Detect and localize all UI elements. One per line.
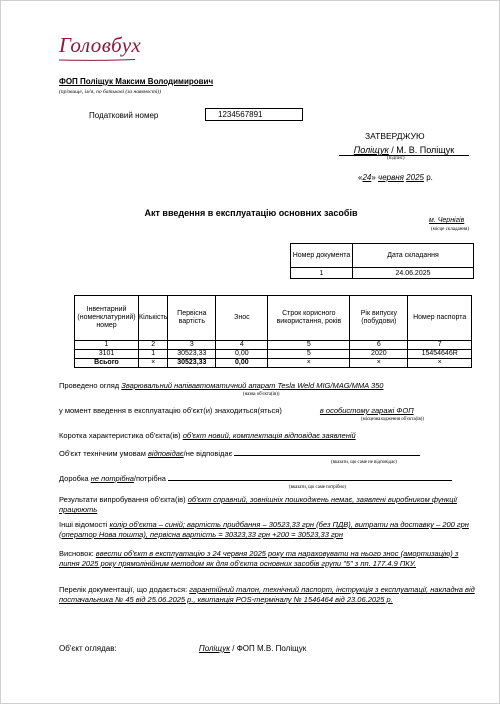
- rework-value: не потрібна: [90, 474, 134, 483]
- location-label: у момент введення в експлуатацію об'єкт(и) знаходиться(яться): [59, 406, 282, 415]
- asset-header-inventory: Інвентарний (номенклатурний) номер: [75, 296, 139, 341]
- company-logo: Головбух: [59, 33, 142, 57]
- approval-date: [358, 173, 433, 182]
- asset-data-cell: 5: [268, 350, 350, 359]
- date-quote-close: »: [371, 173, 376, 182]
- technical-conditions-line: [59, 449, 479, 459]
- conclusion-line: [59, 549, 479, 569]
- asset-data-cell: 0,00: [216, 350, 268, 359]
- other-info-label: Інші відомості: [59, 520, 108, 529]
- logo-underline-icon: [59, 59, 135, 61]
- asset-header-useful-life: Строк корисного використання, років: [268, 296, 350, 341]
- asset-total-cell: 30523,33: [168, 359, 216, 368]
- doc-number-header: Номер документа: [291, 244, 353, 268]
- doc-number-cell: 1: [291, 268, 353, 279]
- asset-total-cell: ×: [408, 359, 472, 368]
- short-characteristic-line: [59, 431, 479, 441]
- technical-conditions-value: відповідає: [147, 449, 184, 458]
- short-characteristic-label: Коротка характеристика об'єкта(ів): [59, 431, 181, 440]
- inspection-hint: (назва об'єкта(ів)): [243, 392, 280, 397]
- asset-header-passport: Номер паспорта: [408, 296, 472, 341]
- doc-date-header: Дата складання: [353, 244, 474, 268]
- approval-signature-name: Поліщук: [353, 145, 389, 155]
- asset-header-quantity: Кількість: [139, 296, 168, 341]
- inspector-signature-row: [59, 644, 306, 653]
- document-place-hint: (місце складання): [431, 227, 470, 232]
- asset-index-cell: 1: [75, 341, 139, 350]
- asset-index-cell: 2: [139, 341, 168, 350]
- rework-rest: /потрібна: [133, 474, 166, 483]
- inspection-line: [59, 381, 459, 391]
- conclusion-label: Висновок:: [59, 549, 94, 558]
- asset-index-cell: 4: [216, 341, 268, 350]
- asset-index-cell: 3: [168, 341, 216, 350]
- date-day: 24: [362, 173, 372, 182]
- tax-number-field: 1234567891: [205, 108, 303, 121]
- location-value: в особистому гаражі ФОП: [319, 406, 414, 415]
- doc-date-cell: 24.06.2025: [353, 268, 474, 279]
- date-quote-open: «: [358, 173, 363, 182]
- asset-data-cell: 2020: [350, 350, 408, 359]
- asset-total-cell: ×: [268, 359, 350, 368]
- asset-index-cell: 6: [350, 341, 408, 350]
- test-results-value: об'єкт справний, зовнішніх пошкоджень немає, заявлені виробником функції працюють: [59, 495, 457, 514]
- location-line: [59, 406, 479, 416]
- conclusion-value: ввести об'єкт в експлуатацію з 24 червня 2025 року та нараховувати на нього знос (амортизацію) з липня 2025 року прямолінійним методом як для об'єкта основних засобів групи "5" з пп. 177.4.9 ПКУ.: [59, 549, 459, 568]
- inspector-name: ФОП М.В. Поліщук: [236, 644, 307, 653]
- short-characteristic-value: об'єкт новий, комплектація відповідає заявленій: [182, 431, 356, 440]
- asset-total-cell: Всього: [75, 359, 139, 368]
- date-suffix: р.: [423, 173, 433, 182]
- technical-conditions-fill: [234, 455, 420, 456]
- asset-data-cell: 3101: [75, 350, 139, 359]
- other-info-value: колір об'єкта – синій; вартість придбання – 30523,33 грн (без ПДВ), витрати на доставку – 200 грн (оператор Нова пошта), первісна вартість = 30323,33 грн +200 = 30523,33 грн: [59, 520, 469, 539]
- inspection-value: Зварювальний напівавтоматичний апарат Tesla Weld MIG/MAG/MMA 350: [121, 381, 384, 390]
- owner-name: ФОП Поліщук Максим Володимирович: [59, 77, 214, 86]
- approval-signature: [339, 145, 469, 156]
- asset-index-cell: 5: [268, 341, 350, 350]
- document-place: м. Чернігів: [429, 217, 465, 224]
- technical-conditions-rest: /не відповідає: [183, 449, 233, 458]
- asset-table: [74, 295, 472, 368]
- document-number-table: [290, 243, 474, 279]
- documentation-label: Перелік документації, що додається:: [59, 585, 188, 594]
- rework-line: [59, 474, 479, 484]
- approval-signature-hint: (підпис): [387, 156, 405, 161]
- approval-title: ЗАТВЕРДЖУЮ: [365, 131, 425, 141]
- inspector-separator: /: [230, 644, 237, 653]
- rework-label: Доробка: [59, 474, 89, 483]
- asset-total-cell: ×: [350, 359, 408, 368]
- inspector-signature: Поліщук: [198, 644, 231, 653]
- asset-data-cell: 30523,33: [168, 350, 216, 359]
- asset-header-year: Рік випуску (побудови): [350, 296, 408, 341]
- location-hint: (місцезнаходження об'єкта(ів)): [361, 417, 424, 422]
- inspection-label: Проведено огляд: [59, 381, 120, 390]
- asset-index-cell: 7: [408, 341, 472, 350]
- technical-conditions-hint: (вказати, що саме не відповідає): [331, 460, 397, 465]
- document-title: Акт введення в експлуатацію основних засобів: [144, 208, 358, 218]
- rework-hint: (вказати, що саме потрібно): [289, 485, 346, 490]
- approval-signature-rest: / М. В. Поліщук: [388, 145, 455, 155]
- technical-conditions-label: Об'єкт технічним умовам: [59, 449, 146, 458]
- date-year: 2025: [406, 173, 424, 182]
- rework-fill: [168, 480, 452, 481]
- tax-number-label: Податковий номер: [89, 111, 159, 120]
- test-results-label: Результати випробування об'єкта(ів): [59, 495, 186, 504]
- owner-hint: (прізвище, ім'я, по батькові (за наявності)): [59, 89, 162, 95]
- inspector-label: Об'єкт оглядав:: [59, 644, 117, 653]
- documentation-line: [59, 585, 479, 605]
- date-month: червня: [378, 173, 404, 182]
- asset-data-cell: 1: [139, 350, 168, 359]
- test-results-line: [59, 495, 479, 515]
- documentation-value: гарантійний талон, технічний паспорт, інструкція з експлуатації, накладна від постачальника № 45 від 25.06.2025 р., квитанція POS-терміналу № 1546464 від 23.06.2025 р.: [59, 585, 475, 604]
- asset-data-cell: 15454646R: [408, 350, 472, 359]
- asset-header-cost: Первісна вартість: [168, 296, 216, 341]
- asset-total-cell: ×: [139, 359, 168, 368]
- other-info-line: [59, 520, 479, 540]
- asset-header-wear: Знос: [216, 296, 268, 341]
- asset-total-cell: 0,00: [216, 359, 268, 368]
